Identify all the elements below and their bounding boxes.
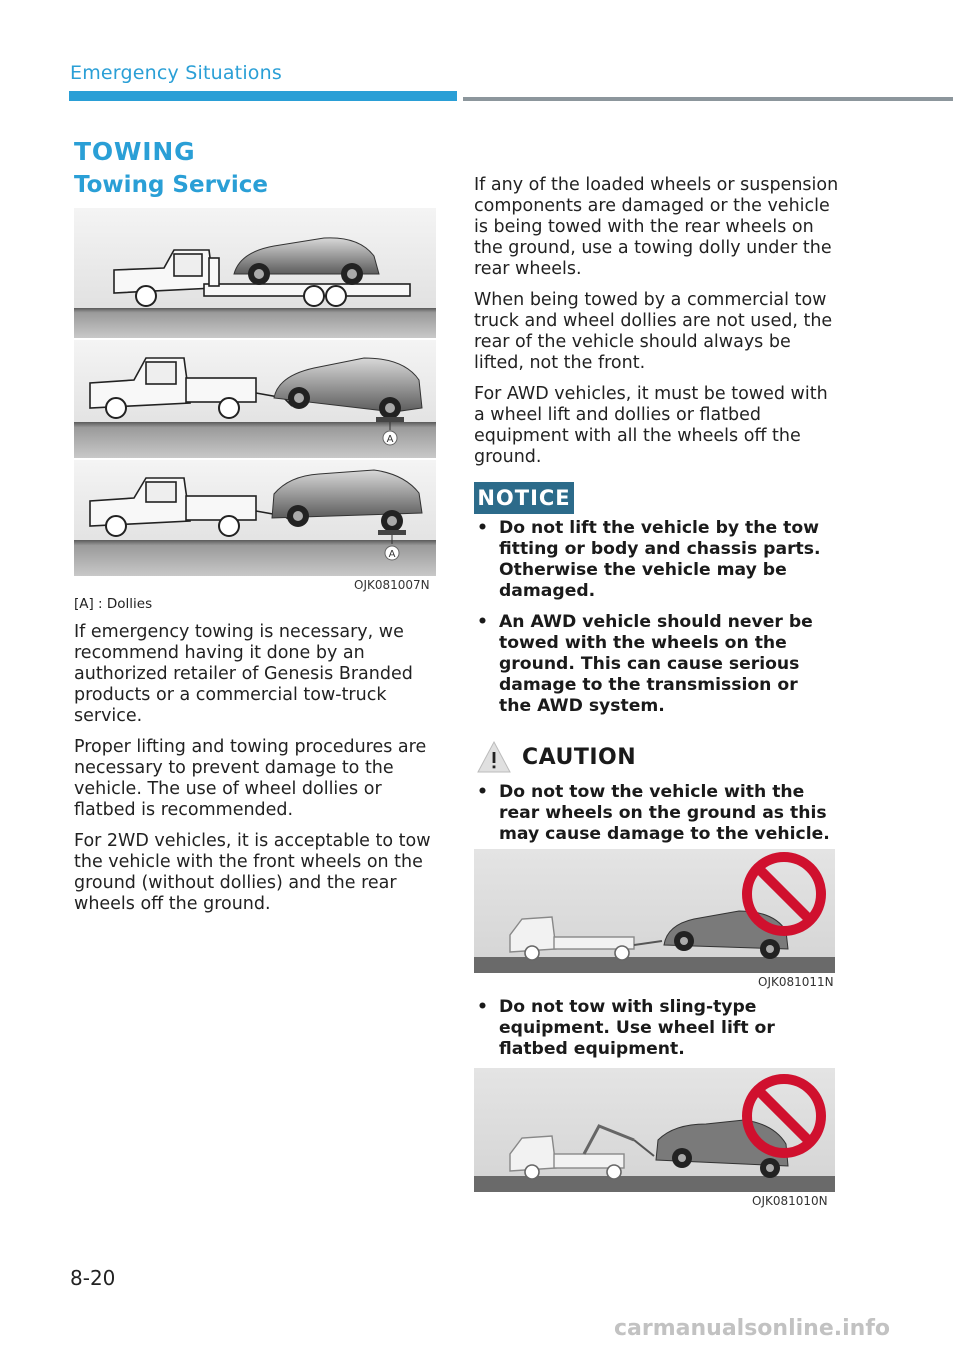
figure-code-caution-2: OJK081010N <box>752 1194 828 1208</box>
watermark: carmanualsonline.info <box>614 1316 890 1341</box>
right-paragraph: When being towed by a commercial tow truck and wheel dollies are not used, the rear of the vehicle should always be lifted, not the front. <box>474 290 833 373</box>
figure-code-main: OJK081007N <box>354 578 430 592</box>
section-title: TOWING <box>74 137 196 166</box>
figure-legend: [A] : Dollies <box>74 596 153 612</box>
dolly-marker-label-2: A <box>388 549 396 560</box>
header-rule-accent <box>69 91 457 101</box>
notice-badge: NOTICE <box>474 482 574 514</box>
no-tow-rear-wheels-figure <box>474 849 835 973</box>
towing-methods-illustration <box>74 208 436 576</box>
caution-item: • Do not tow with sling-type equipment. Use wheel lift or flatbed equipment. <box>477 997 775 1059</box>
bullet: • <box>477 782 488 802</box>
caution-list-2 <box>474 997 834 1070</box>
caution-item: • Do not tow the vehicle with the rear wheels on the ground as this may cause damage to the vehicle. <box>477 782 830 844</box>
left-paragraph: If emergency towing is necessary, we recommend having it done by an authorized retailer of Genesis Branded products or a commercial tow-truck service. <box>74 622 413 726</box>
page-number: 8-20 <box>70 1266 116 1290</box>
right-column-text <box>474 175 839 478</box>
header-rule-gray <box>463 97 953 101</box>
sub-title: Towing Service <box>74 172 269 198</box>
running-header: Emergency Situations <box>70 62 282 84</box>
warning-triangle-icon <box>476 740 512 774</box>
bullet: • <box>477 612 488 632</box>
notice-list <box>474 518 834 727</box>
left-paragraph: Proper lifting and towing procedures are necessary to prevent damage to the vehicle. The use of wheel dollies or flatbed is recommended. <box>74 737 427 820</box>
right-paragraph: If any of the loaded wheels or suspension components are damaged or the vehicle is being towed with the rear wheels on the ground, use a towing dolly under the rear wheels. <box>474 175 839 279</box>
notice-item: • Do not lift the vehicle by the tow fitting or body and chassis parts. Otherwise the vehicle may be damaged. <box>477 518 821 601</box>
notice-item: • An AWD vehicle should never be towed with the wheels on the ground. This can cause serious damage to the transmission or the AWD system. <box>477 612 813 716</box>
left-paragraph: For 2WD vehicles, it is acceptable to tow the vehicle with the front wheels on the ground (without dollies) and the rear wheels off the ground. <box>74 831 431 914</box>
bullet: • <box>477 518 488 538</box>
caution-heading <box>476 739 636 775</box>
left-column-text <box>74 622 439 925</box>
caution-list-1 <box>474 782 834 855</box>
no-sling-tow-figure <box>474 1068 835 1192</box>
dolly-marker-label-1: A <box>386 434 394 445</box>
towing-methods-figure <box>74 208 436 576</box>
bullet: • <box>477 997 488 1017</box>
figure-code-caution-1: OJK081011N <box>758 975 834 989</box>
right-paragraph: For AWD vehicles, it must be towed with a wheel lift and dollies or flatbed equipment with all the wheels off the ground. <box>474 384 828 467</box>
caution-label: CAUTION <box>522 744 637 770</box>
